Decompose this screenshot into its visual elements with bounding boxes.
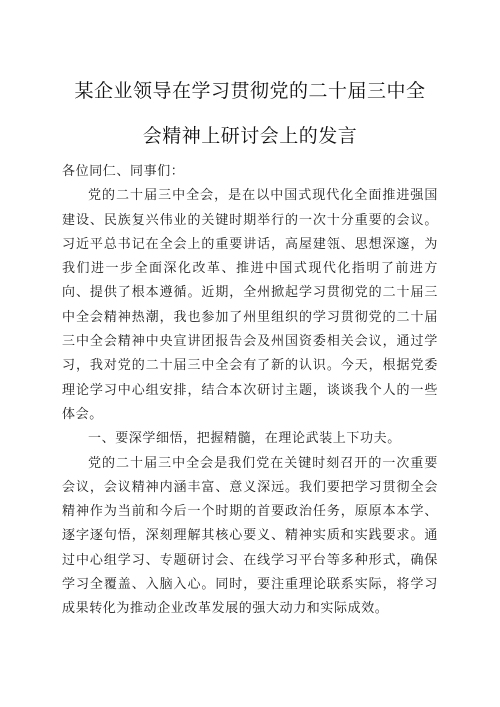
- salutation: 各位同仁、同事们：: [62, 164, 185, 179]
- paragraph-section-1: 党的二十届三中全会是我们党在关键时刻召开的一次重要会议，会议精神内涵丰富、意义深远。我们要把学习贯彻全会精神作为当前和今后一个时期的首要政治任务，原原本本学、逐字逐句悟，深刻理解其核心要义、精神实质和实践要求。通过中心组学习、专题研讨会、在线学习平台等多种形式，确保学习全覆盖、入脑入心。同时，要注重理论联系实际，将学习成果转化为推动企业改革发展的强大动力和实际成效。: [62, 455, 438, 617]
- document-title-line-2: 会精神上研讨会上的发言: [142, 125, 358, 147]
- paragraph-intro: 党的二十届三中全会，是在以中国式现代化全面推进强国建设、民族复兴伟业的关键时期举行的一次十分重要的会议。习近平总书记在全会上的重要讲话，高屋建瓴、思想深邃，为我们进一步全面深化改革、推进中国式现代化指明了前进方向、提供了根本遵循。近期，全州掀起学习贯彻党的二十届三中全会精神热潮，我也参加了州里组织的学习贯彻党的二十届三中全会精神中央宣讲团报告会及州国资委相关会议，通过学习，我对党的二十届三中全会有了新的认识。今天，根据党委理论学习中心组安排，结合本次研讨主题，谈谈我个人的一些体会。: [62, 188, 438, 422]
- document-body: [62, 160, 438, 622]
- section-heading-1: 一、要深学细悟，把握精髓，在理论武装上下功夫。: [88, 431, 401, 447]
- document-title-line-1: 某企业领导在学习贯彻党的二十届三中全: [74, 80, 426, 102]
